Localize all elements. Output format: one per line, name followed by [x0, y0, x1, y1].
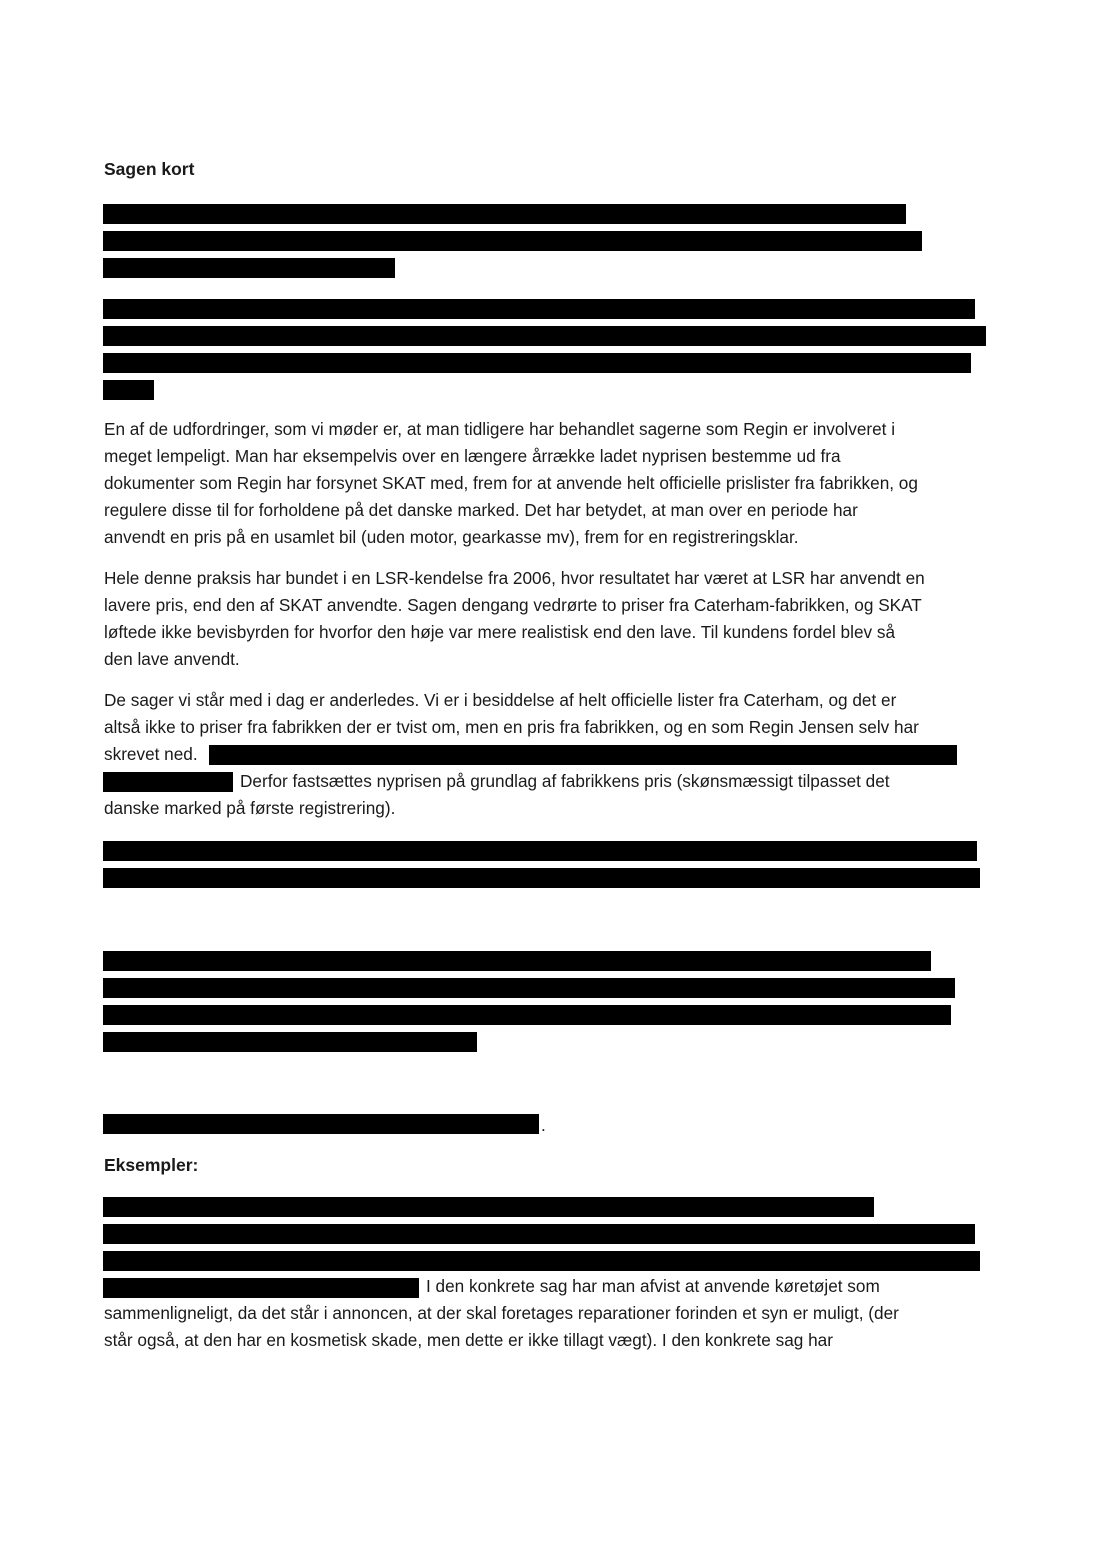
- redaction-bar: [103, 1197, 874, 1217]
- redaction-bar: [209, 745, 957, 765]
- redaction-bar: [103, 1032, 477, 1052]
- redaction-bar: [103, 978, 955, 998]
- redaction-bar: [103, 380, 154, 400]
- paragraph-line: danske marked på første registrering).: [104, 798, 396, 818]
- redaction-bar: [103, 231, 922, 251]
- redaction-bar: [103, 1005, 951, 1025]
- redaction-bar: [103, 353, 971, 373]
- redaction-bar: [103, 299, 975, 319]
- paragraph-line: anvendt en pris på en usamlet bil (uden motor, gearkasse mv), frem for en registreringsklar.: [104, 527, 799, 547]
- redaction-bar: [103, 841, 977, 861]
- paragraph-line: En af de udfordringer, som vi møder er, at man tidligere har behandlet sagerne som Regin er involveret i: [104, 419, 896, 439]
- trailing-period: .: [541, 1115, 546, 1135]
- redaction-bar: [103, 1251, 980, 1271]
- paragraph-line: den lave anvendt.: [104, 649, 240, 669]
- redaction-bar: [103, 1278, 419, 1298]
- paragraph-line: løftede ikke bevisbyrden for hvorfor den høje var mere realistisk end den lave. Til kundens fordel blev så: [104, 622, 896, 642]
- redaction-bar: [103, 1114, 539, 1134]
- paragraph-line: altså ikke to priser fra fabrikken der er tvist om, men en pris fra fabrikken, og en som Regin Jensen selv har: [104, 717, 919, 737]
- redaction-bar: [103, 326, 986, 346]
- redaction-bar: [103, 951, 931, 971]
- heading-eksempler: Eksempler:: [104, 1155, 199, 1175]
- paragraph-line: skrevet ned.: [104, 744, 198, 764]
- paragraph-line: sammenligneligt, da det står i annoncen, at der skal foretages reparationer forinden et syn er muligt, (der: [104, 1303, 899, 1323]
- paragraph-line: dokumenter som Regin har forsynet SKAT med, frem for at anvende helt officielle prislister fra fabrikken, og: [104, 473, 918, 493]
- redaction-bar: [103, 1224, 975, 1244]
- redaction-bar: [103, 772, 233, 792]
- redaction-bar: [103, 868, 980, 888]
- redaction-bar: [103, 204, 906, 224]
- paragraph-line: Derfor fastsættes nyprisen på grundlag af fabrikkens pris (skønsmæssigt tilpasset det: [240, 771, 890, 791]
- paragraph-line: De sager vi står med i dag er anderledes. Vi er i besiddelse af helt officielle lister fra Caterham, og det er: [104, 690, 897, 710]
- paragraph-line: I den konkrete sag har man afvist at anvende køretøjet som: [426, 1276, 880, 1296]
- paragraph-line: står også, at den har en kosmetisk skade, men dette er ikke tillagt vægt). I den konkrete sag har: [104, 1330, 833, 1350]
- paragraph-line: lavere pris, end den af SKAT anvendte. Sagen dengang vedrørte to priser fra Caterham-fabrikken, og SKAT: [104, 595, 922, 615]
- paragraph-line: Hele denne praksis har bundet i en LSR-kendelse fra 2006, hvor resultatet har været at LSR har anvendt en: [104, 568, 925, 588]
- paragraph-line: meget lempeligt. Man har eksempelvis over en længere årrække ladet nyprisen bestemme ud fra: [104, 446, 841, 466]
- heading-sagen-kort: Sagen kort: [104, 159, 195, 179]
- paragraph-line: regulere disse til for forholdene på det danske marked. Det har betydet, at man over en periode har: [104, 500, 858, 520]
- redaction-bar: [103, 258, 395, 278]
